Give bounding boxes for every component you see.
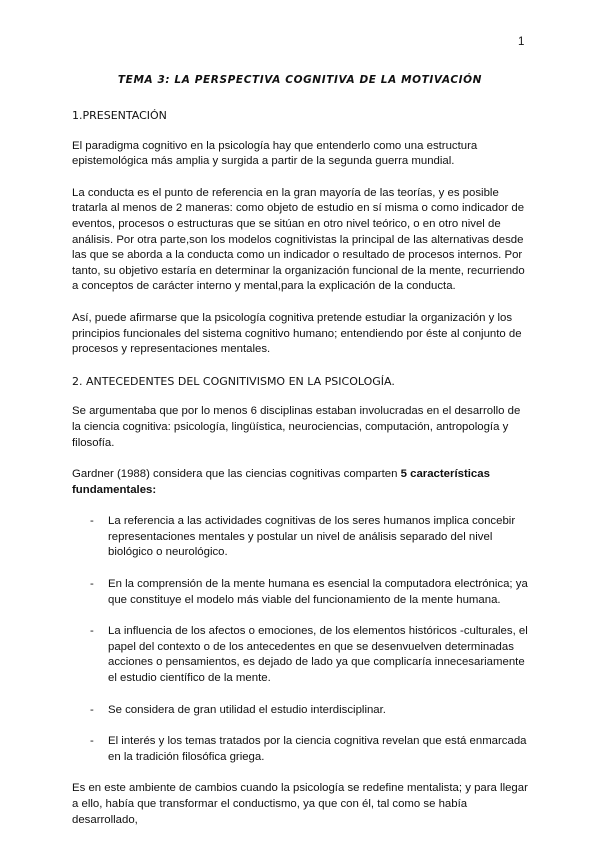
bullet-dash: - (90, 515, 94, 528)
list-item-text: La influencia de los afectos o emociones, de los elementos históricos -culturales, el papel del contexto o de los antecedentes en que se desenvuelven determinadas acciones o pensamientos, es dejado de lado ya que complicaría innecesariamente el estudio científico de la mente. (108, 625, 528, 685)
bullet-dash: - (90, 578, 94, 591)
list-item-text: Se considera de gran utilidad el estudio interdisciplinar. (108, 703, 386, 716)
list-item (72, 514, 530, 561)
list-item-text: En la comprensión de la mente humana es esencial la computadora electrónica; ya que constituye el modelo más viable del funcionamiento de la mente humana. (108, 578, 528, 606)
paragraph: El paradigma cognitivo en la psicología hay que entenderlo como una estructura epistemológica más amplia y surgida a partir de la segunda guerra mundial. (72, 139, 478, 168)
document-body (72, 108, 530, 844)
section-2-heading: 2. ANTECEDENTES DEL COGNITIVISMO EN LA PSICOLOGÍA. (72, 374, 395, 388)
closing-paragraph: Es en este ambiente de cambios cuando la psicología se redefine mentalista; y para llegar a ello, había que transformar el conductismo, ya que con él, tal como se había desarrollado, (72, 782, 528, 826)
page-number: 1 (518, 36, 525, 48)
gardner-bold: 5 características fundamentales: (72, 468, 490, 496)
bullet-dash: - (90, 735, 94, 748)
list-item (72, 624, 530, 686)
paragraph: Se argumentaba que por lo menos 6 disciplinas estaban involucradas en el desarrollo de la ciencia cognitiva: psicología, lingüística, neurociencias, computación, antropología y filosofía. (72, 405, 521, 449)
paragraph: Así, puede afirmarse que la psicología cognitiva pretende estudiar la organización y los principios funcionales del sistema cognitivo humano; entendiendo por éste al conjunto de procesos y representaciones mentales. (72, 311, 522, 356)
section-1-heading: 1.PRESENTACIÓN (72, 109, 167, 122)
gardner-intro: Gardner (1988) considera que las ciencias cognitivas comparten (72, 468, 401, 481)
list-item (72, 577, 530, 608)
gardner-paragraph (72, 467, 530, 498)
paragraph: La conducta es el punto de referencia en la gran mayoría de las teorías, y es posible tratarla al menos de 2 maneras: como objeto de estudio en sí misma o como indicador de eventos, procesos o estructuras que se sitúan en otro nivel teórico, o en otro nivel de análisis. Por otra parte,son los modelos cognitivistas la principal de las alternativas desde las que se aborda a la conducta como un indicador o resultado de procesos internos. Por tanto, su objetivo estaría en determinar la organización funcional de la mente, recurriendo a conceptos de carácter interno y mental,para la explicación de la conducta. (72, 186, 525, 293)
bullet-dash: - (90, 625, 94, 638)
characteristics-list (72, 514, 530, 765)
list-item-text: La referencia a las actividades cognitivas de los seres humanos implica concebir representaciones mentales y postular un nivel de análisis separado del nivel biológico o neurológico. (108, 515, 516, 559)
document-title: TEMA 3: LA PERSPECTIVA COGNITIVA DE LA MOTIVACIÓN (117, 74, 483, 86)
list-item (72, 703, 530, 719)
list-item (72, 734, 530, 765)
list-item-text: El interés y los temas tratados por la ciencia cognitiva revelan que está enmarcada en la tradición filosófica griega. (108, 735, 527, 763)
bullet-dash: - (90, 703, 94, 716)
